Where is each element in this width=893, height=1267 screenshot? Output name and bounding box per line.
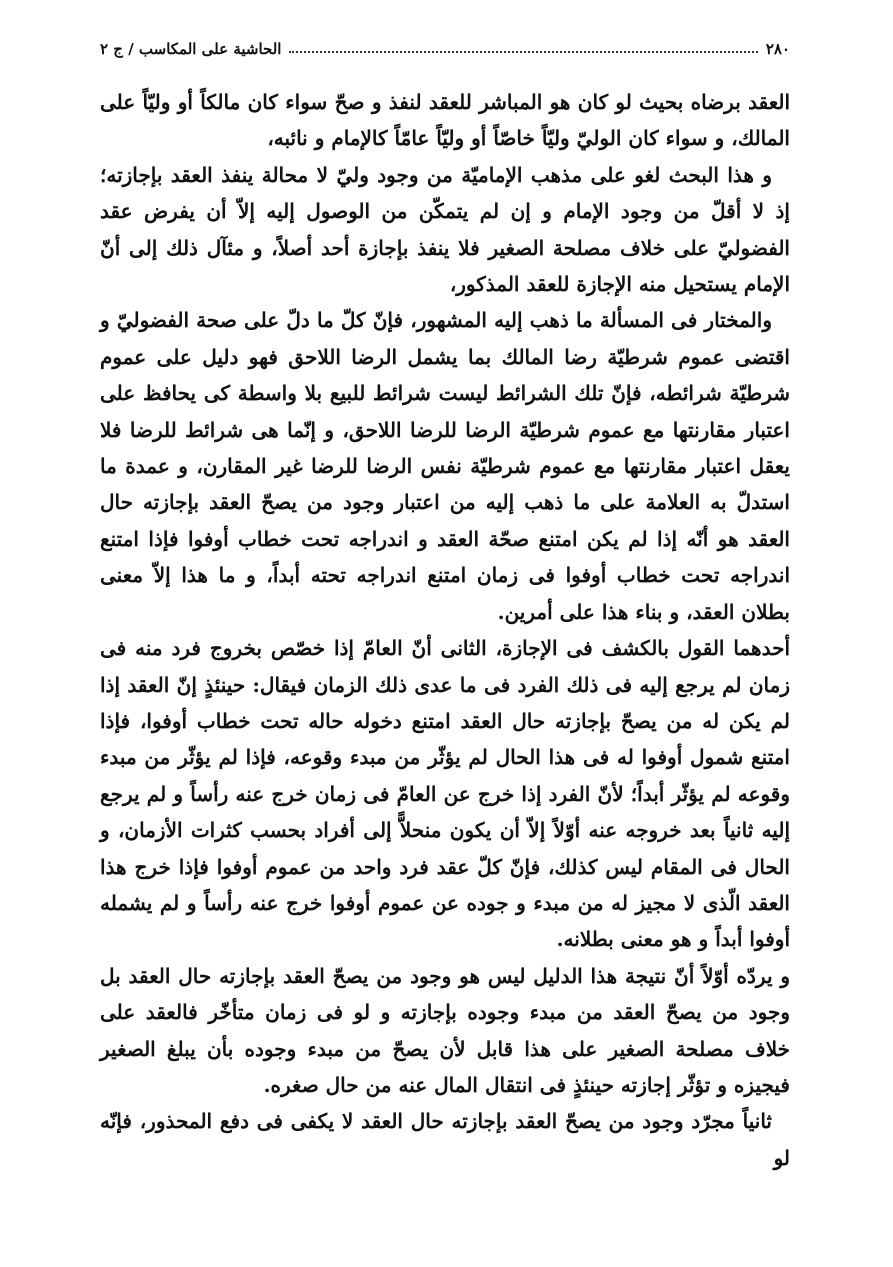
body-text xyxy=(100,84,790,1176)
running-title: الحاشية على المكاسب / ج ٢ xyxy=(100,40,282,58)
header-dotted-leader xyxy=(289,51,757,53)
paragraph-2: و هذا البحث لغو على مذهب الإماميّة من وجود وليّ لا محالة ينفذ العقد بإجازته؛ إذ لا أقلّ من وجود الإمام و إن لم يتمكّن من الوصول إليه إلاّ أن يفرض عقد الفضوليّ على خلاف مصلحة الصغير فلا ينفذ بإجازة أحد أصلاً، و مئآل ذلك إلى أنّ الإمام يستحيل منه الإجازة للعقد المذكور، xyxy=(100,162,790,297)
paragraph-5: و يردّه أوّلاً أنّ نتيجة هذا الدليل ليس هو وجود من يصحّ العقد بإجازته حال العقد بل وجود من يصحّ العقد من مبدء وجوده بإجازته و لو فى زمان متأخّر فالعقد على خلاف مصلحة الصغير على هذا قابل لأن يصحّ من مبدء وجوده بأن يبلغ الصغير فيجيزه و تؤثّر إجازته حينئذٍ فى انتقال المال عنه من حال صغره. xyxy=(100,963,790,1097)
page-number: ٢٨٠ xyxy=(765,40,790,58)
paragraph-3: والمختار فى المسألة ما ذهب إليه المشهور، فإنّ كلّ ما دلّ على صحة الفضوليّ و اقتضى عموم شرطيّة رضا المالك بما يشمل الرضا اللاحق فهو دليل على عموم شرطيّة شرائطه، فإنّ تلك الشرائط ليست شرائط للبيع بلا واسطة كى يحافظ على اعتبار مقارنتها مع عموم شرطيّة الرضا للرضا اللاحق، و إنّما هى شرائط للرضا فلا يعقل اعتبار مقارنتها مع عموم شرطيّة نفس الرضا للرضا غير المقارن، و عمدة ما استدلّ به العلامة على ما ذهب إليه من اعتبار وجود من يصحّ العقد بإجازته حال العقد هو أنّه إذا لم يكن امتنع صحّة العقد و اندراجه تحت خطاب أوفوا فإذا امتنع اندراجه تحت خطاب أوفوا فى زمان امتنع اندراجه تحته أبداً، و ما هذا إلاّ معنى بطلان العقد، و بناء هذا على أمرين. xyxy=(100,308,790,624)
running-header xyxy=(100,36,790,62)
paragraph-4: أحدهما القول بالكشف فى الإجازة، الثانى أنّ العامّ إذا خصّص بخروج فرد منه فى زمان لم يرجع إليه فى ذلك الفرد فى ما عدى ذلك الزمان فيقال: حينئذٍ إنّ العقد إذا لم يكن له من يصحّ بإجازته حال العقد امتنع دخوله حاله تحت خطاب أوفوا، فإذا امتنع شمول أوفوا له فى هذا الحال لم يؤثّر من مبدء وقوعه، فإذا لم يؤثّر من مبدء وقوعه لم يؤثّر أبداً؛ لأنّ الفرد إذا خرج عن العامّ فى زمان خرج عنه رأساً و لم يرجع إليه ثانياً بعد خروجه عنه أوّلاً إلاّ أن يكون منحلاًّ إلى أفراد بحسب كثرات الأزمان، و الحال فى المقام ليس كذلك، فإنّ كلّ عقد فرد واحد من عموم أوفوا فإذا خرج هذا العقد الّذى لا مجيز له من مبدء و جوده عن عموم أوفوا خرج عنه رأساً و لم يشمله أوفوا أبداً و هو معنى بطلانه. xyxy=(100,636,790,952)
paragraph-6: ثانياً مجرّد وجود من يصحّ العقد بإجازته حال العقد لا يكفى فى دفع المحذور، فإنّه لو xyxy=(100,1109,790,1170)
paragraph-1: العقد برضاه بحيث لو كان هو المباشر للعقد لنفذ و صحّ سواء كان مالكاً أو وليّاً على المالك، و سواء كان الوليّ وليّاً خاصّاً أو وليّاً عامّاً كالإمام و نائبه، xyxy=(100,90,790,151)
